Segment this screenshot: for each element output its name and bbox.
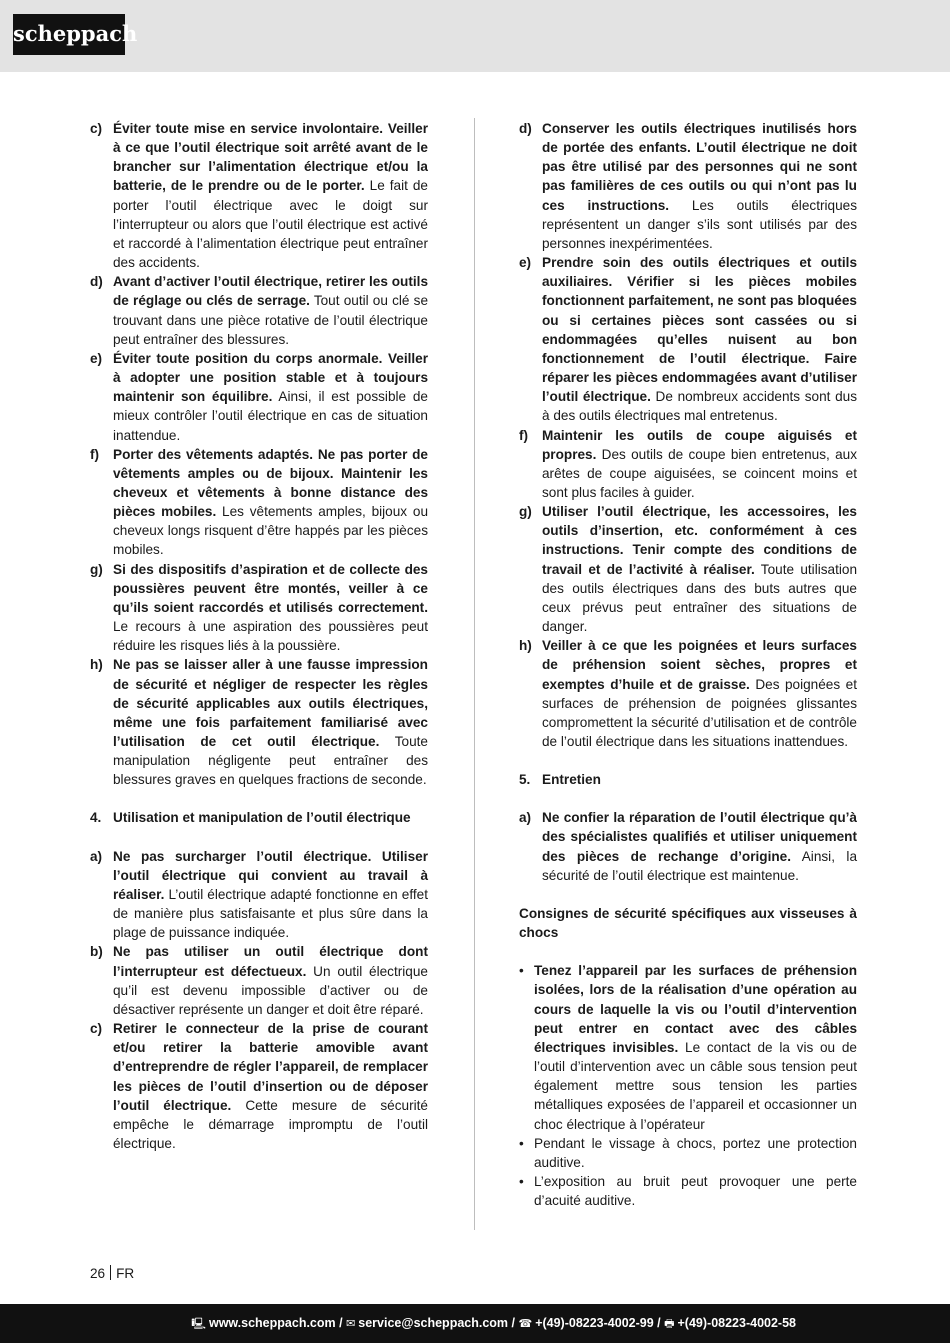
section-heading-4: 4. Utilisation et manipulation de l’outil électrique (90, 810, 411, 826)
list-item: b) Ne pas utiliser un outil électrique dont l’interrupteur est défectueux. Un outil électrique qu’il est devenu impossible d’activer ou de désactiver représente un danger et doit être réparé. (90, 944, 428, 1017)
list-item: c) Éviter toute mise en service involontaire. Veiller à ce que l’outil électrique soit arrêté avant de le brancher sur l’alimentation électrique et/ou la batterie, de le prendre ou de le porter. Le fait de porter l’outil électrique avec le doigt sur l’interrupteur ou alors que l’outil électrique est activé et raccordé à l’alimentation électrique peut entraîner des accidents. (90, 121, 428, 271)
website-link[interactable]: www.scheppach.com / (208, 1316, 343, 1330)
list-item: d) Conserver les outils électriques inutilisés hors de portée des enfants. L’outil électrique ne doit pas être utilisé par des personnes qui ne sont pas familières de ces outils ou qui n’ont pas lu ces instructions. Les outils électriques représentent un danger s’ils sont utilisés par des personnes inexpérimentées. (519, 121, 857, 251)
list-item: h) Ne pas se laisser aller à une fausse impression de sécurité et négliger de respecter les règles de sécurité applicables aux outils électriques, même une fois parfaitement familiarisé avec l’utilisation de cet outil électrique. Toute manipulation négligente peut entraîner des blessures graves en quelques fractions de seconde. (90, 657, 428, 788)
list-item: g) Utiliser l’outil électrique, les accessoires, les outils d’insertion, etc. conformément à ces instructions. Tenir compte des conditions de travail et de l’activité à réaliser. Toute utilisation des outils électriques dans des buts autres que ceux prévus peut entraîner des situations de danger. (519, 504, 858, 635)
list-item: f) Porter des vêtements adaptés. Ne pas porter de vêtements amples ou de bijoux. Maintenir les cheveux et vêtements à bonne distance des pièces mobiles. Les vêtements amples, bijoux ou cheveux longs risquent d’être happés par les pièces mobiles. (90, 446, 428, 558)
column-divider (474, 118, 475, 1230)
items-section-4 (90, 847, 428, 1154)
list-item: d) Avant d’activer l’outil électrique, retirer les outils de réglage ou clés de serrage. Tout outil ou clé se trouvant dans une pièce rotative de l’outil électrique peut entraîner des blessures. (90, 274, 428, 347)
phone-number: +(49)-08223-4002-99 / (535, 1316, 661, 1330)
list-item: g) Si des dispositifs d’aspiration et de collecte des poussières peuvent être montés, veiller à ce qu’ils soient raccordés et utilisés correctement. Le recours à une aspiration des poussières peut réduire les risques liés à la poussière. (90, 561, 428, 654)
list-item: a) Ne confier la réparation de l’outil électrique qu’à des spécialistes qualifiés et utiliser uniquement des pièces de rechange d’origine. Ainsi, la sécurité de l’outil électrique est maintenue. (519, 810, 857, 883)
fax-icon: 🖶 (664, 1318, 675, 1330)
list-item: h) Veiller à ce que les poignées et leurs surfaces de préhension soient sèches, propres et exemptes d’huile et de graisse. Des poignées et surfaces de préhension de poignées glissantes compromettent la sécurité d’utilisation et de contrôle de l’outil électrique dans les situations inattendues. (519, 638, 857, 749)
scheppach-logo: scheppach (13, 14, 125, 55)
computer-icon: 🖳 (191, 1318, 206, 1330)
specific-safety-heading: Consignes de sécurité spécifiques aux visseuses à chocs (519, 905, 857, 941)
items-section-5 (519, 808, 857, 885)
list-item: e) Éviter toute position du corps anormale. Veiller à adopter une position stable et à toujours maintenir son équilibre. Ainsi, il est possible de mieux contrôler l’outil électrique en cas de situation inattendue. (90, 350, 428, 443)
list-item: c) Retirer le connecteur de la prise de courant et/ou retirer la batterie amovible avant d’entreprendre de régler l’appareil, de remplacer les pièces de l’outil d’insertion ou de déposer l’outil électrique. Cette mesure de sécurité empêche le démarrage impromptu de l’outil électrique. (90, 1021, 428, 1151)
bullet-icon: • (519, 1135, 524, 1151)
contact-bar (0, 1304, 950, 1343)
page-footer (90, 1265, 134, 1281)
page-number: 26 (90, 1266, 106, 1281)
right-column (519, 119, 857, 1210)
header-bar (0, 0, 950, 72)
section-heading-5: 5. Entretien (519, 772, 601, 788)
contact-line (191, 1315, 796, 1334)
items-top-left (90, 119, 428, 789)
bullet-item: • L’exposition au bruit peut provoquer une perte d’acuité auditive. (519, 1173, 857, 1209)
list-item: a) Ne pas surcharger l’outil électrique. Utiliser l’outil électrique qui convient au travail à réaliser. L’outil électrique adapté fonctionne en effet de manière plus satisfaisante et plus sûre dans la plage de puissance indiquée. (90, 848, 428, 941)
items-top-right (519, 119, 857, 751)
phone-icon: ☎ (518, 1318, 533, 1330)
bullet-item: • Pendant le vissage à chocs, portez une protection auditive. (519, 1135, 857, 1170)
envelope-icon: ✉ (346, 1318, 356, 1330)
fax-number: +(49)-08223-4002-58 (677, 1316, 796, 1330)
list-item: f) Maintenir les outils de coupe aiguisés et propres. Des outils de coupe bien entretenus, aux arêtes de coupe aiguisées, se coincent moins et sont plus faciles à guider. (519, 427, 857, 500)
bullet-icon: • (519, 963, 524, 979)
list-item: e) Prendre soin des outils électriques et outils auxiliaires. Vérifier si les pièces mobiles fonctionnent parfaitement, ne sont pas bloquées ou si certaines pièces sont cassées ou si endommagées qu’elles nuisent au bon fonctionnement de l’outil électrique. Faire réparer les pièces endommagées avant d’utiliser l’outil électrique. De nombreux accidents sont dus à des outils électriques mal entretenus. (519, 255, 858, 424)
page-separator (110, 1265, 111, 1280)
email-link[interactable]: service@scheppach.com / (358, 1316, 515, 1330)
bullet-item: • Tenez l’appareil par les surfaces de préhension isolées, lors de la réalisation d’une opération au cours de laquelle la vis ou l’outil d’intervention peut entrer en contact avec des câbles électriques invisibles. Le contact de la vis ou de l’outil d’intervention avec un câble sous tension peut également mettre sous tension les parties métalliques exposées de l’appareil et occasionner un choc électrique à l’opérateur (519, 963, 857, 1132)
left-column (90, 119, 428, 1153)
bullet-list (519, 961, 857, 1210)
language-code: FR (116, 1266, 135, 1281)
bullet-icon: • (519, 1173, 524, 1189)
